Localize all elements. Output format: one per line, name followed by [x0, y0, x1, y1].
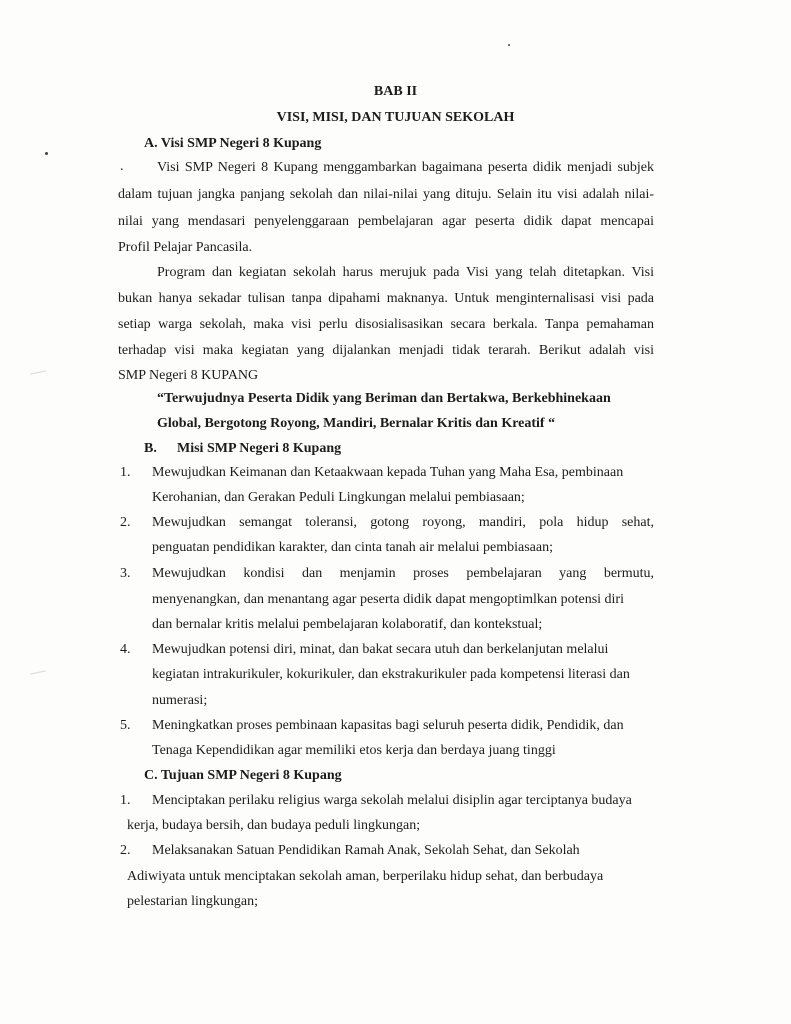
- text-line: Mewujudkan potensi diri, minat, dan bakat secara utuh dan berkelanjutan melalui: [152, 642, 609, 657]
- scan-speck: [508, 44, 510, 46]
- text-line: bukan hanya sekadar tulisan tanpa dipahami maknanya. Untuk menginternalisasi visi pada: [118, 291, 654, 306]
- text-line: Menciptakan perilaku religius warga sekolah melalui disiplin agar terciptanya budaya: [152, 793, 632, 808]
- section-letter-misi: B.: [144, 441, 157, 456]
- text-line: Adiwiyata untuk menciptakan sekolah aman, berperilaku hidup sehat, dan berbudaya: [127, 869, 604, 884]
- text-line: pelestarian lingkungan;: [127, 894, 259, 909]
- text-line: menyenangkan, dan menantang agar peserta didik dapat mengoptimlkan potensi diri: [152, 592, 624, 607]
- list-number: 1.: [120, 793, 131, 808]
- scan-edge-mark: [30, 370, 46, 374]
- text-line: Profil Pelajar Pancasila.: [118, 240, 253, 255]
- list-number: 4.: [120, 642, 131, 657]
- text-line: penguatan pendidikan karakter, dan cinta tanah air melalui pembiasaan;: [152, 540, 553, 555]
- text-line: SMP Negeri 8 KUPANG: [118, 368, 259, 383]
- text-line: Mewujudkan semangat toleransi, gotong royong, mandiri, pola hidup sehat,: [152, 515, 654, 530]
- text-line: Meningkatkan proses pembinaan kapasitas bagi seluruh peserta didik, Pendidik, dan: [152, 718, 624, 733]
- text-line: Tenaga Kependidikan agar memiliki etos kerja dan berdaya juang tinggi: [152, 743, 556, 758]
- text-line: kerja, budaya bersih, dan budaya peduli lingkungan;: [127, 818, 421, 833]
- scan-speck: [45, 152, 48, 155]
- text-line: kegiatan intrakurikuler, kokurikuler, dan ekstrakurikuler pada kompetensi literasi dan: [152, 667, 630, 682]
- text-line: “Terwujudnya Peserta Didik yang Beriman dan Bertakwa, Berkebhinekaan: [157, 391, 611, 406]
- text-line: dan bernalar kritis melalui pembelajaran kolaboratif, dan kontekstual;: [152, 617, 543, 632]
- list-number: 2.: [120, 843, 131, 858]
- section-heading-misi: Misi SMP Negeri 8 Kupang: [177, 441, 342, 456]
- text-line: Program dan kegiatan sekolah harus merujuk pada Visi yang telah ditetapkan. Visi: [157, 265, 654, 280]
- text-line: Melaksanakan Satuan Pendidikan Ramah Anak, Sekolah Sehat, dan Sekolah: [152, 843, 580, 858]
- section-heading-tujuan: C. Tujuan SMP Negeri 8 Kupang: [144, 768, 342, 783]
- text-line: Mewujudkan Keimanan dan Ketaakwaan kepada Tuhan yang Maha Esa, pembinaan: [152, 465, 624, 480]
- list-number: 1.: [120, 465, 131, 480]
- scan-edge-mark: [30, 670, 46, 674]
- text-line: Global, Bergotong Royong, Mandiri, Bernalar Kritis dan Kreatif “: [157, 416, 556, 431]
- text-line: Visi SMP Negeri 8 Kupang menggambarkan bagaimana peserta didik menjadi subjek: [157, 160, 654, 175]
- text-line: Kerohanian, dan Gerakan Peduli Lingkungan melalui pembiasaan;: [152, 490, 525, 505]
- text-line: nilai yang mendasari penyelenggaraan pembelajaran agar peserta didik dapat mencapai: [118, 214, 654, 229]
- list-number: 3.: [120, 566, 131, 581]
- paragraph-bullet: .: [120, 159, 124, 174]
- text-line: terhadap visi maka kegiatan yang dijalankan menjadi tidak terarah. Berikut adalah visi: [118, 343, 654, 358]
- text-line: setiap warga sekolah, maka visi perlu disosialisasikan secara berkala. Tanpa pemahaman: [118, 317, 654, 332]
- section-heading-visi: A. Visi SMP Negeri 8 Kupang: [144, 136, 322, 151]
- list-number: 2.: [120, 515, 131, 530]
- text-line: numerasi;: [152, 693, 208, 708]
- list-number: 5.: [120, 718, 131, 733]
- chapter-number: BAB II: [373, 84, 418, 99]
- text-line: Mewujudkan kondisi dan menjamin proses pembelajaran yang bermutu,: [152, 566, 654, 581]
- chapter-title: VISI, MISI, DAN TUJUAN SEKOLAH: [276, 110, 515, 125]
- text-line: dalam tujuan jangka panjang sekolah dan nilai-nilai yang dituju. Selain itu visi adalah nilai-: [118, 187, 654, 202]
